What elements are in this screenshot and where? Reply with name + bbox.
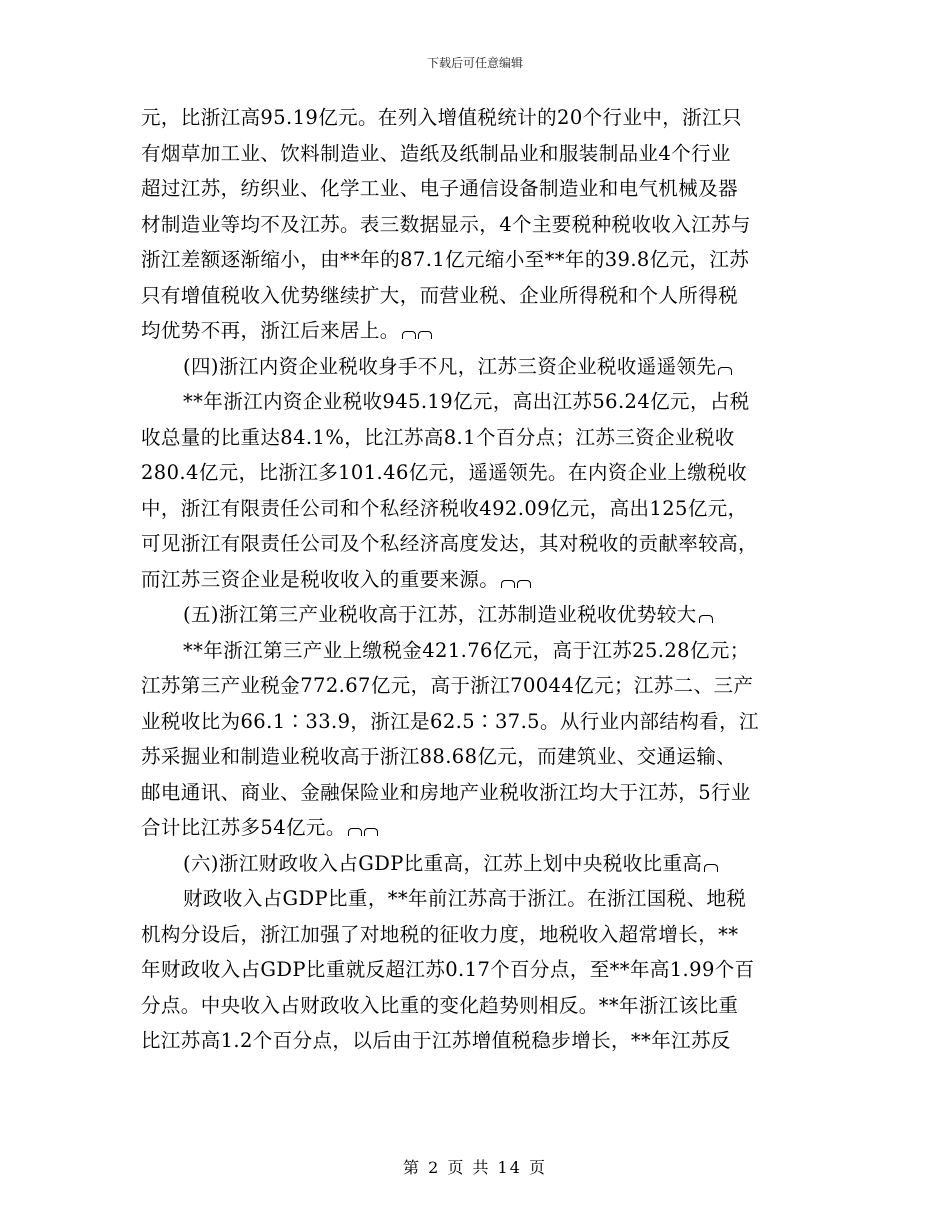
text-line: 业税收比为66.1∶33.9，浙江是62.5∶37.5。从行业内部结构看，江 xyxy=(141,709,759,733)
paragraph-mark-icon xyxy=(418,331,432,339)
paragraph-mark-icon xyxy=(517,580,531,588)
text-line: 只有增值税收入优势继续扩大，而营业税、企业所得税和个人所得税 xyxy=(141,283,739,307)
paragraph-mark-icon xyxy=(501,580,515,588)
text-line: 比江苏高1.2个百分点，以后由于江苏增值税稳步增长，**年江苏反 xyxy=(141,1029,731,1052)
text-line: **年浙江内资企业税收945.19亿元，高出江苏56.24亿元，占税 xyxy=(183,390,750,413)
text-line: 材制造业等均不及江苏。表三数据显示，4个主要税种税收收入江苏与 xyxy=(141,212,751,236)
paragraph-mark-icon xyxy=(348,828,362,836)
paragraph-mark-icon xyxy=(364,828,378,836)
text-line: 邮电通讯、商业、金融保险业和房地产业税收浙江均大于江苏，5行业 xyxy=(141,780,751,804)
text-line: 超过江苏，纺织业、化学工业、电子通信设备制造业和电气机械及器 xyxy=(141,177,739,200)
section-heading: (四)浙江内资企业税收身手不凡，江苏三资企业税收遥遥领先 xyxy=(141,349,811,385)
text-line: 分点。中央收入占财政收入比重的变化趋势则相反。**年浙江该比重 xyxy=(141,993,739,1017)
text-line: 280.4亿元，比浙江多101.46亿元，遥遥领先。在内资企业上缴税收 xyxy=(141,461,748,484)
text-line: **年浙江第三产业上缴税金421.76亿元，高于江苏25.28亿元； xyxy=(183,638,750,662)
text-line: 均优势不再，浙江后来居上。 xyxy=(141,313,811,349)
paragraph-mark-icon xyxy=(704,864,718,872)
text-line: 可见浙江有限责任公司及个私经济高度发达，其对税收的贡献率较高， xyxy=(141,532,758,555)
text-line: 江苏第三产业税金772.67亿元，高于浙江70044亿元；江苏二、三产 xyxy=(141,674,754,697)
text-line: 年财政收入占GDP比重就反超江苏0.17个百分点，至**年高1.99个百 xyxy=(141,958,755,981)
text-line: 收总量的比重达84.1%，比江苏高8.1个百分点；江苏三资企业税收 xyxy=(141,425,735,449)
text-line: 财政收入占GDP比重，**年前江苏高于浙江。在浙江国税、地税 xyxy=(183,887,747,910)
section-heading: (六)浙江财政收入占GDP比重高，江苏上划中央税收比重高 xyxy=(141,846,811,882)
text-line: 合计比江苏多54亿元。 xyxy=(141,810,811,846)
paragraph-mark-icon xyxy=(718,367,732,375)
text-line: 中，浙江有限责任公司和个私经济税收492.09亿元，高出125亿元， xyxy=(141,496,748,520)
document-body xyxy=(141,100,811,1059)
text-line: 机构分设后，浙江加强了对地税的征收力度，地税收入超常增长，** xyxy=(141,922,739,946)
section-heading: (五)浙江第三产业税收高于江苏，江苏制造业税收优势较大 xyxy=(141,597,811,633)
paragraph-mark-icon xyxy=(699,615,713,623)
page-header: 下载后可任意编辑 xyxy=(426,56,523,70)
text-line: 而江苏三资企业是税收收入的重要来源。 xyxy=(141,562,811,598)
page-footer: 第 2 页 共 14 页 xyxy=(403,1158,547,1177)
text-line: 苏采掘业和制造业税收高于浙江88.68亿元，而建筑业、交通运输、 xyxy=(141,745,737,768)
text-line: 浙江差额逐渐缩小，由**年的87.1亿元缩小至**年的39.8亿元，江苏 xyxy=(141,248,750,271)
text-line: 有烟草加工业、饮料制造业、造纸及纸制品业和服装制品业4个行业 xyxy=(141,141,731,165)
text-line: 元，比浙江高95.19亿元。在列入增值税统计的20个行业中，浙江只 xyxy=(141,106,742,129)
paragraph-mark-icon xyxy=(402,331,416,339)
